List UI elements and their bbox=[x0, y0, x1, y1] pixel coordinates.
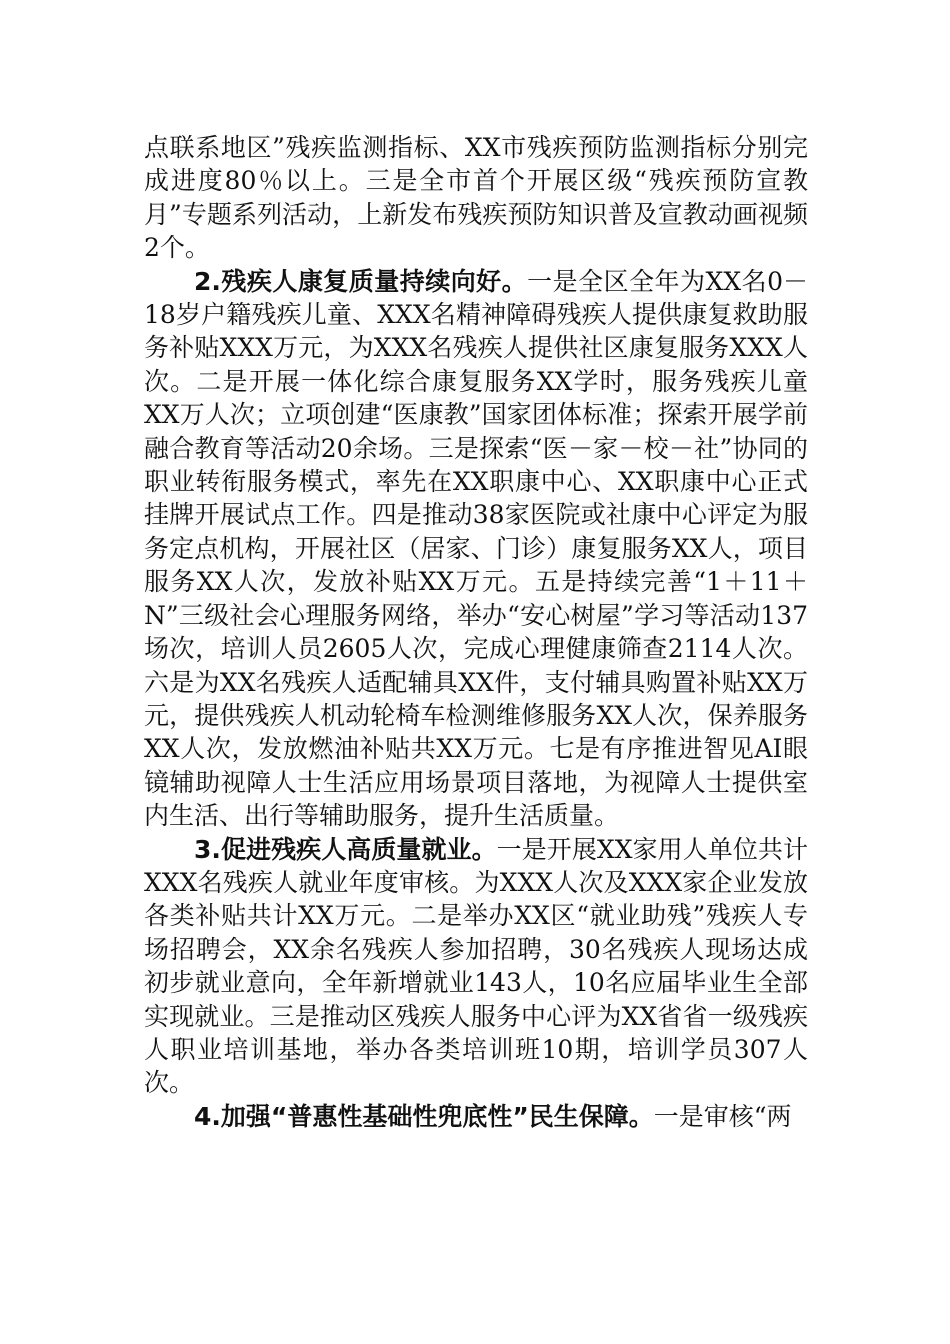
paragraph-4-heading: 4.加强“普惠性基础性兜底性”民生保障。 bbox=[194, 1101, 654, 1131]
paragraph-2 bbox=[144, 265, 808, 833]
paragraph-1 bbox=[144, 131, 808, 265]
paragraph-3-text: 一是开展XX家用人单位共计XXX名残疾人就业年度审核。为XXX人次及XXX家企业发放各类补贴共计XX万元。二是举办XX区“就业助残”残疾人专场招聘会，XX余名残疾人参加招聘，30名残疾人现场达成初步就业意向，全年新增就业143人，10名应届毕业生全部实现就业。三是推动区残疾人服务中心评为XX省省一级残疾人职业培训基地，举办各类培训班10期，培训学员307人次。 bbox=[144, 834, 808, 1098]
paragraph-2-heading: 2.残疾人康复质量持续向好。 bbox=[194, 266, 528, 296]
paragraph-4 bbox=[144, 1100, 808, 1133]
paragraph-1-text: 点联系地区”残疾监测指标、XX市残疾预防监测指标分别完成进度80％以上。三是全市首个开展区级“残疾预防宣教月”专题系列活动，上新发布残疾预防知识普及宣教动画视频2个。 bbox=[144, 133, 808, 263]
paragraph-2-text: 一是全区全年为XX名0－18岁户籍残疾儿童、XXX名精神障碍残疾人提供康复救助服务补贴XXX万元，为XXX名残疾人提供社区康复服务XXX人次。二是开展一体化综合康复服务XX学时，服务残疾儿童XX万人次；立项创建“医康教”国家团体标准；探索开展学前融合教育等活动20余场。三是探索“医－家－校－社”协同的职业转衔服务模式，率先在XX职康中心、XX职康中心正式挂牌开展试点工作。四是推动38家医院或社康中心评定为服务定点机构，开展社区（居家、门诊）康复服务XX人，项目服务XX人次，发放补贴XX万元。五是持续完善“1＋11＋N”三级社会心理服务网络，举办“安心树屋”学习等活动137场次，培训人员2605人次，完成心理健康筛查2114人次。六是为XX名残疾人适配辅具XX件，支付辅具购置补贴XX万元，提供残疾人机动轮椅车检测维修服务XX人次，保养服务XX人次，发放燃油补贴共XX万元。七是有序推进智见AI眼镜辅助视障人士生活应用场景项目落地，为视障人士提供室内生活、出行等辅助服务，提升生活质量。 bbox=[144, 266, 808, 831]
paragraph-3 bbox=[144, 833, 808, 1100]
paragraph-4-text: 一是审核“两 bbox=[653, 1101, 792, 1131]
paragraph-3-heading: 3.促进残疾人高质量就业。 bbox=[194, 834, 497, 864]
document-body bbox=[144, 131, 808, 1133]
